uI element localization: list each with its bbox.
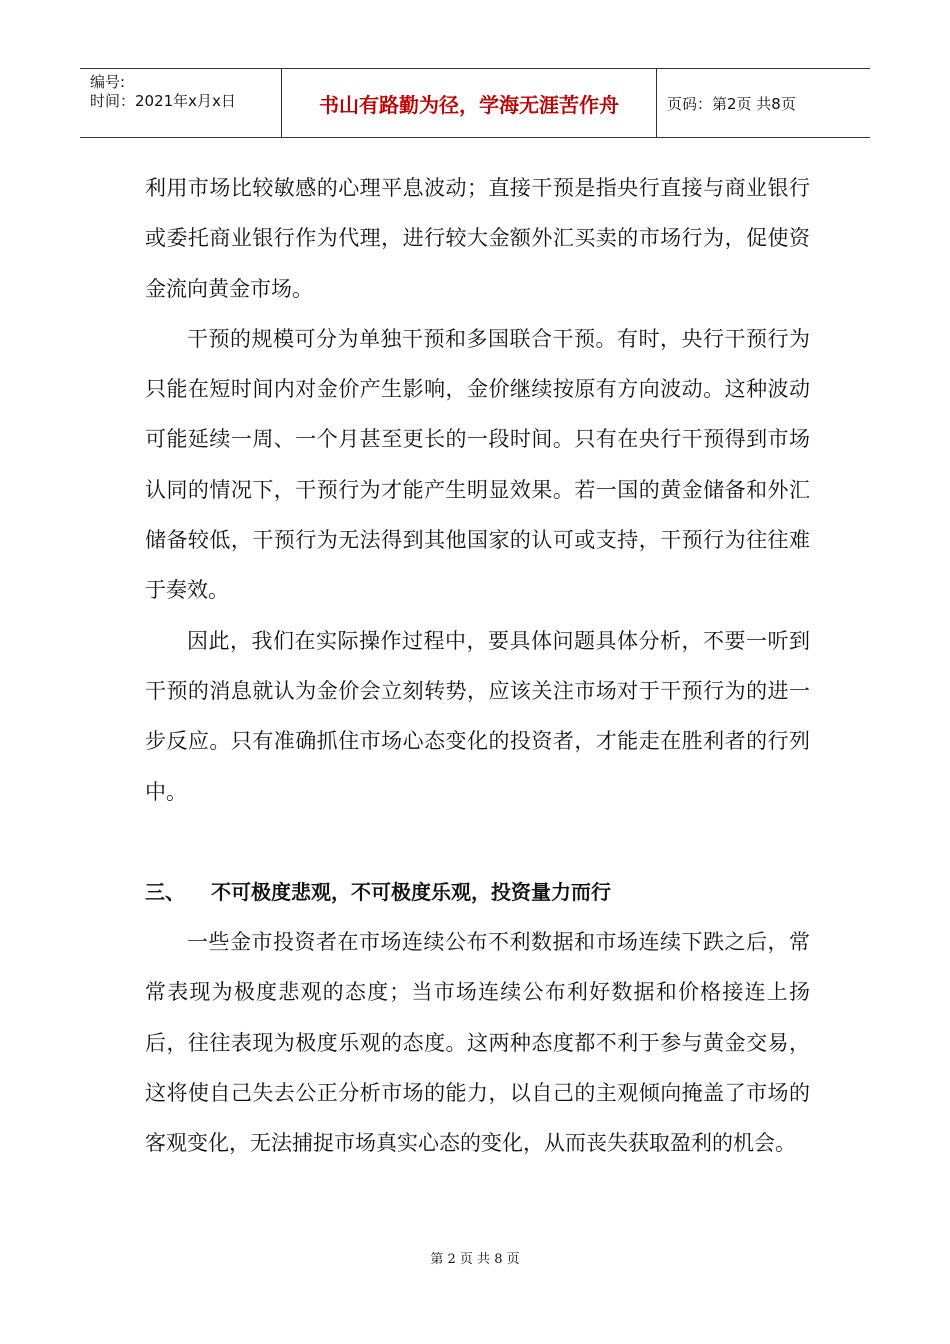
paragraph: 干预的规模可分为单独干预和多国联合干预。有时，央行干预行为只能在短时间内对金价产生影响，金价继续按原有方向波动。这种波动可能延续一周、一个月甚至更长的一段时间。只有在央行干预得到市场认同的情况下，干预行为才能产生明显效果。若一国的黄金储备和外汇储备较低，干预行为无法得到其他国家的认可或支持，干预行为往往难于奏效。: [145, 326, 810, 603]
number-label: 编号:: [90, 73, 126, 91]
header-motto: 书山有路勤为径，学海无涯苦作舟: [282, 69, 657, 137]
page-footer: 第 2 页 共 8 页: [430, 1252, 520, 1267]
page-header: [80, 68, 870, 138]
section-heading: [145, 867, 810, 917]
section-number: 三、: [145, 879, 185, 904]
header-meta: [80, 69, 282, 137]
date-label: 时间：2021年x月x日: [90, 92, 236, 110]
paragraph: 因此，我们在实际操作过程中，要具体问题具体分析，不要一听到干预的消息就认为金价会立刻转势，应该关注市场对于干预行为的进一步反应。只有准确抓住市场心态变化的投资者，才能走在胜利者的行列中。: [145, 628, 810, 804]
document-body: [145, 163, 810, 1169]
paragraph: 一些金市投资者在市场连续公布不利数据和市场连续下跌之后，常常表现为极度悲观的态度；当市场连续公布利好数据和价格接连上扬后，往往表现为极度乐观的态度。这两种态度都不利于参与黄金交易，这将使自己失去公正分析市场的能力，以自己的主观倾向掩盖了市场的客观变化，无法捕捉市场真实心态的变化，从而丧失获取盈利的机会。: [145, 930, 810, 1156]
section-title: 不可极度悲观，不可极度乐观，投资量力而行: [211, 879, 611, 904]
header-page-info: 页码：第2页 共8页: [667, 94, 796, 113]
paragraph: 利用市场比较敏感的心理平息波动；直接干预是指央行直接与商业银行或委托商业银行作为代理，进行较大金额外汇买卖的市场行为，促使资金流向黄金市场。: [145, 176, 810, 301]
